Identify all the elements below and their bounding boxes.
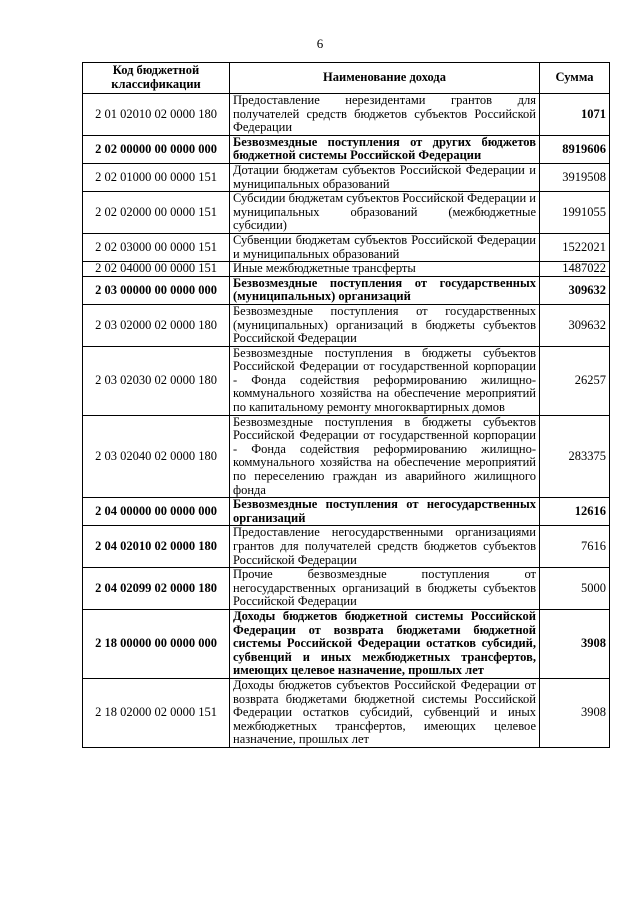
row-sum: 1071 (540, 94, 610, 136)
row-name: Безвозмездные поступления в бюджеты субъектов Российской Федерации от государственной корпорации - Фонда содействия реформированию жилищно-коммунального хозяйства на обеспечение мероприятий по переселению граждан из аварийного жилищного фонда (230, 415, 540, 498)
row-code: 2 02 04000 00 0000 151 (83, 262, 230, 277)
table-row (83, 498, 610, 526)
row-code: 2 04 00000 00 0000 000 (83, 498, 230, 526)
row-name: Прочие безвозмездные поступления от негосударственных организаций в бюджеты субъектов Российской Федерации (230, 568, 540, 610)
row-sum: 3919508 (540, 163, 610, 191)
row-code: 2 18 02000 02 0000 151 (83, 678, 230, 747)
row-code: 2 04 02010 02 0000 180 (83, 526, 230, 568)
table-row (83, 94, 610, 136)
row-name: Иные межбюджетные трансферты (230, 262, 540, 277)
row-code: 2 02 00000 00 0000 000 (83, 135, 230, 163)
row-code: 2 02 02000 00 0000 151 (83, 192, 230, 234)
revenue-table (82, 62, 610, 748)
header-code: Код бюджетной классификации (83, 63, 230, 94)
row-code: 2 02 03000 00 0000 151 (83, 233, 230, 261)
row-sum: 8919606 (540, 135, 610, 163)
row-sum: 3908 (540, 678, 610, 747)
row-sum: 1522021 (540, 233, 610, 261)
row-name: Предоставление негосударственными организациями грантов для получателей средств бюджетов субъектов Российской Федерации (230, 526, 540, 568)
row-sum: 309632 (540, 276, 610, 304)
row-name: Безвозмездные поступления от государственных (муниципальных) организаций в бюджеты субъектов Российской Федерации (230, 304, 540, 346)
table-row (83, 609, 610, 678)
page-number: 6 (316, 36, 324, 51)
row-code: 2 02 01000 00 0000 151 (83, 163, 230, 191)
row-code: 2 03 00000 00 0000 000 (83, 276, 230, 304)
table-row (83, 163, 610, 191)
table-row (83, 415, 610, 498)
table-row (83, 135, 610, 163)
table-row (83, 276, 610, 304)
row-code: 2 18 00000 00 0000 000 (83, 609, 230, 678)
table-row (83, 304, 610, 346)
header-name: Наименование дохода (230, 63, 540, 94)
table-row (83, 233, 610, 261)
header-sum: Сумма (540, 63, 610, 94)
row-name: Дотации бюджетам субъектов Российской Федерации и муниципальных образований (230, 163, 540, 191)
row-code: 2 03 02040 02 0000 180 (83, 415, 230, 498)
row-sum: 3908 (540, 609, 610, 678)
row-sum: 7616 (540, 526, 610, 568)
row-name: Субсидии бюджетам субъектов Российской Федерации и муниципальных образований (межбюджетные субсидии) (230, 192, 540, 234)
row-sum: 283375 (540, 415, 610, 498)
table-row (83, 526, 610, 568)
row-code: 2 03 02030 02 0000 180 (83, 346, 230, 415)
table-row (83, 192, 610, 234)
row-name: Предоставление нерезидентами грантов для получателей средств бюджетов субъектов Российской Федерации (230, 94, 540, 136)
row-name: Безвозмездные поступления от государственных (муниципальных) организаций (230, 276, 540, 304)
row-sum: 26257 (540, 346, 610, 415)
row-sum: 1487022 (540, 262, 610, 277)
row-name: Безвозмездные поступления от негосударственных организаций (230, 498, 540, 526)
row-sum: 12616 (540, 498, 610, 526)
row-sum: 309632 (540, 304, 610, 346)
row-code: 2 03 02000 02 0000 180 (83, 304, 230, 346)
row-name: Субвенции бюджетам субъектов Российской Федерации и муниципальных образований (230, 233, 540, 261)
row-code: 2 01 02010 02 0000 180 (83, 94, 230, 136)
row-name: Доходы бюджетов бюджетной системы Российской Федерации от возврата бюджетами бюджетной системы Российской Федерации остатков субсидий, субвенций и иных межбюджетных трансфертов, имеющих целевое назначение, прошлых лет (230, 609, 540, 678)
row-name: Доходы бюджетов субъектов Российской Федерации от возврата бюджетами бюджетной системы Российской Федерации остатков субсидий, субвенций и иных межбюджетных трансфертов, имеющих целевое назначение, прошлых лет (230, 678, 540, 747)
table-row (83, 678, 610, 747)
row-sum: 5000 (540, 568, 610, 610)
row-code: 2 04 02099 02 0000 180 (83, 568, 230, 610)
row-name: Безвозмездные поступления в бюджеты субъектов Российской Федерации от государственной корпорации - Фонда содействия реформированию жилищно-коммунального хозяйства на обеспечение мероприятий по капитальному ремонту многоквартирных домов (230, 346, 540, 415)
table-row (83, 568, 610, 610)
table-row (83, 346, 610, 415)
row-sum: 1991055 (540, 192, 610, 234)
table-header-row (83, 63, 610, 94)
row-name: Безвозмездные поступления от других бюджетов бюджетной системы Российской Федерации (230, 135, 540, 163)
table-row (83, 262, 610, 277)
